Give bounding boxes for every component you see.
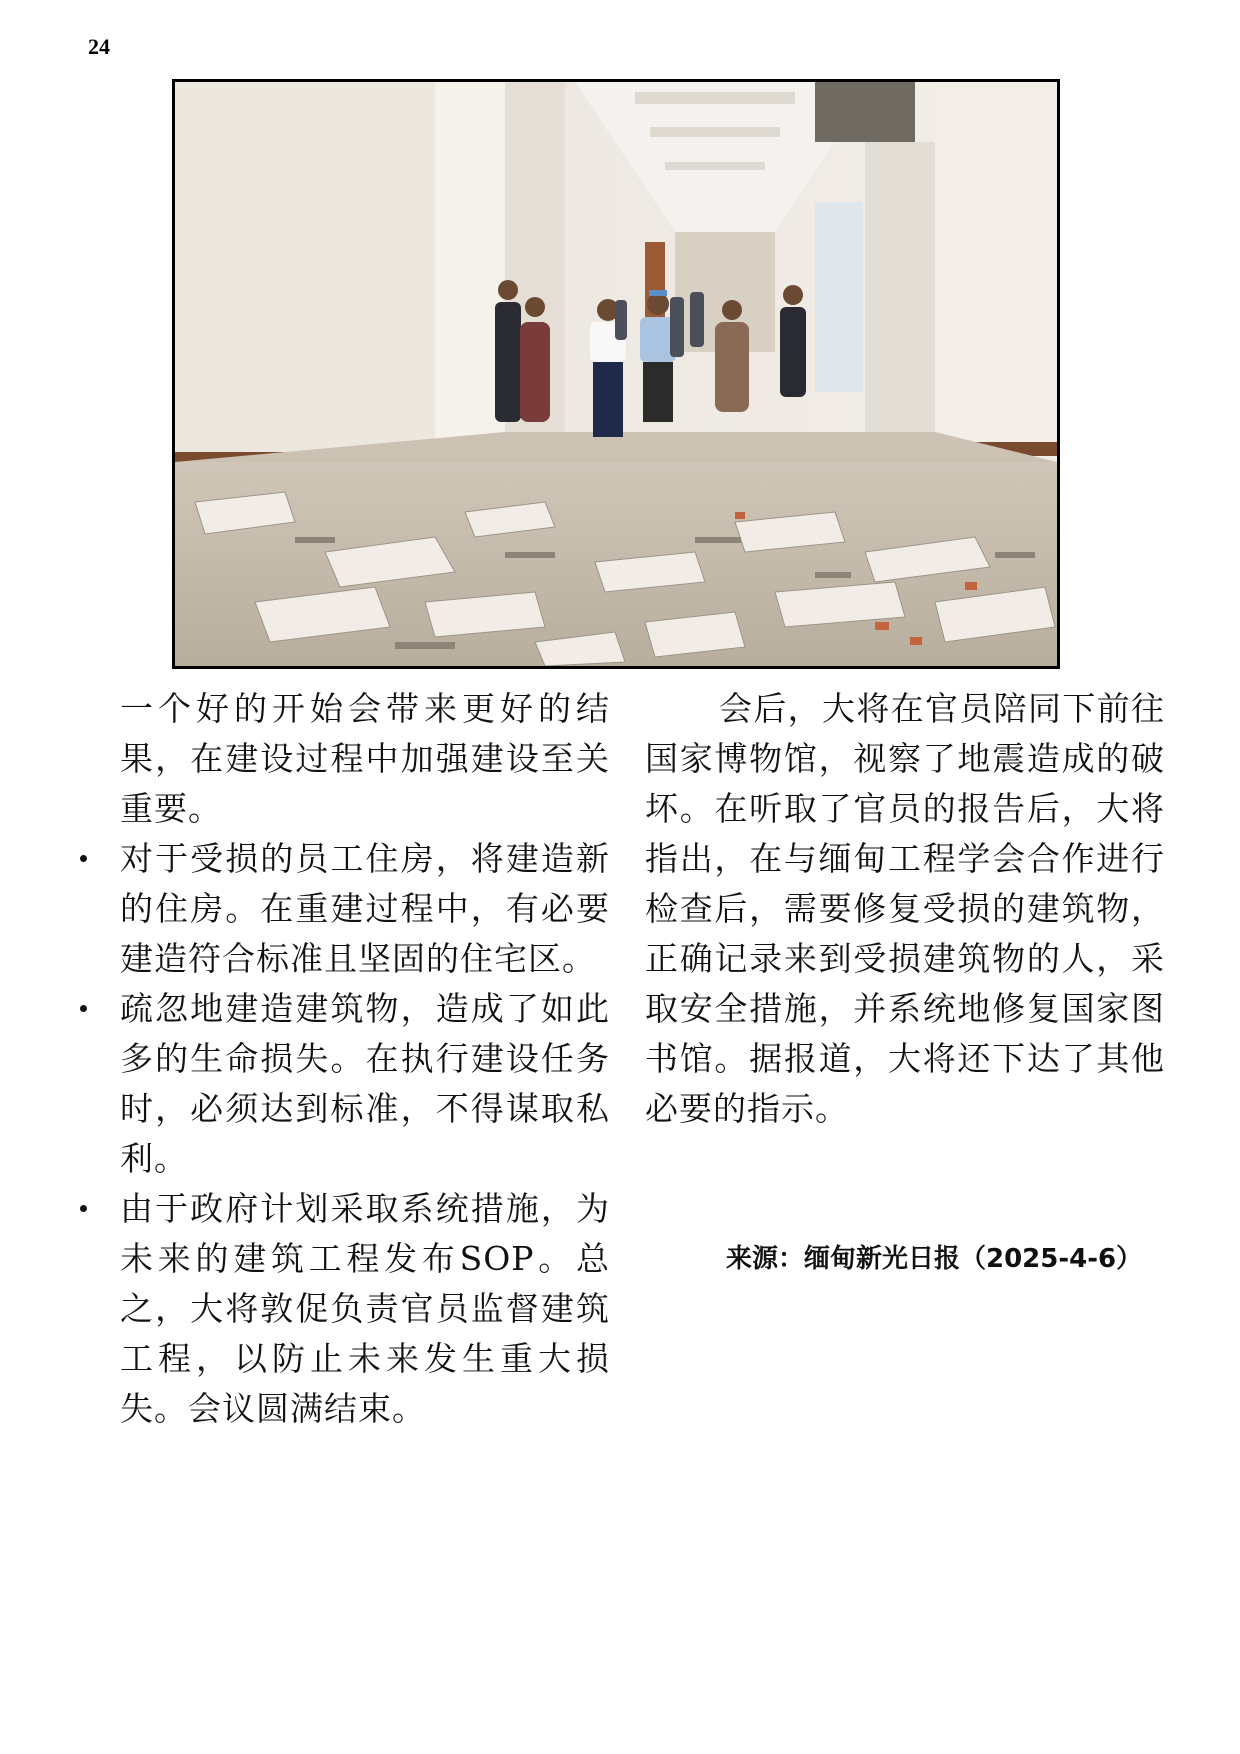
bullet-list	[120, 834, 610, 1434]
left-continuation-paragraph: 一个好的开始会带来更好的结果，在建设过程中加强建设至关重要。	[120, 689, 610, 828]
bullet-item	[120, 984, 610, 1184]
bullet-item	[120, 1184, 610, 1434]
bullet-icon	[80, 1205, 87, 1212]
bullet-text: 疏忽地建造建筑物，造成了如此多的生命损失。在执行建设任务时，必须达到标准，不得谋取私利。	[120, 989, 610, 1178]
right-paragraph: 会后，大将在官员陪同下前往国家博物馆，视察了地震造成的破坏。在听取了官员的报告后，大将指出，在与缅甸工程学会合作进行检查后，需要修复受损的建筑物，正确记录来到受损建筑物的人，采取安全措施，并系统地修复国家图书馆。据报道，大将还下达了其他必要的指示。	[645, 689, 1165, 1128]
photo-icon	[175, 82, 1057, 666]
bullet-icon	[80, 1005, 87, 1012]
right-column	[645, 684, 1165, 1134]
left-column	[120, 684, 610, 1434]
news-photo	[172, 79, 1060, 669]
source-credit: 来源：缅甸新光日报（2025-4-6）	[726, 1244, 1143, 1274]
bullet-text: 对于受损的员工住房，将建造新的住房。在重建过程中，有必要建造符合标准且坚固的住宅区。	[120, 839, 610, 978]
bullet-icon	[80, 855, 87, 862]
bullet-text: 由于政府计划采取系统措施，为未来的建筑工程发布SOP。总之，大将敦促负责官员监督建筑工程，以防止未来发生重大损失。会议圆满结束。	[120, 1189, 610, 1428]
page-number: 24	[88, 34, 110, 59]
bullet-item	[120, 834, 610, 984]
